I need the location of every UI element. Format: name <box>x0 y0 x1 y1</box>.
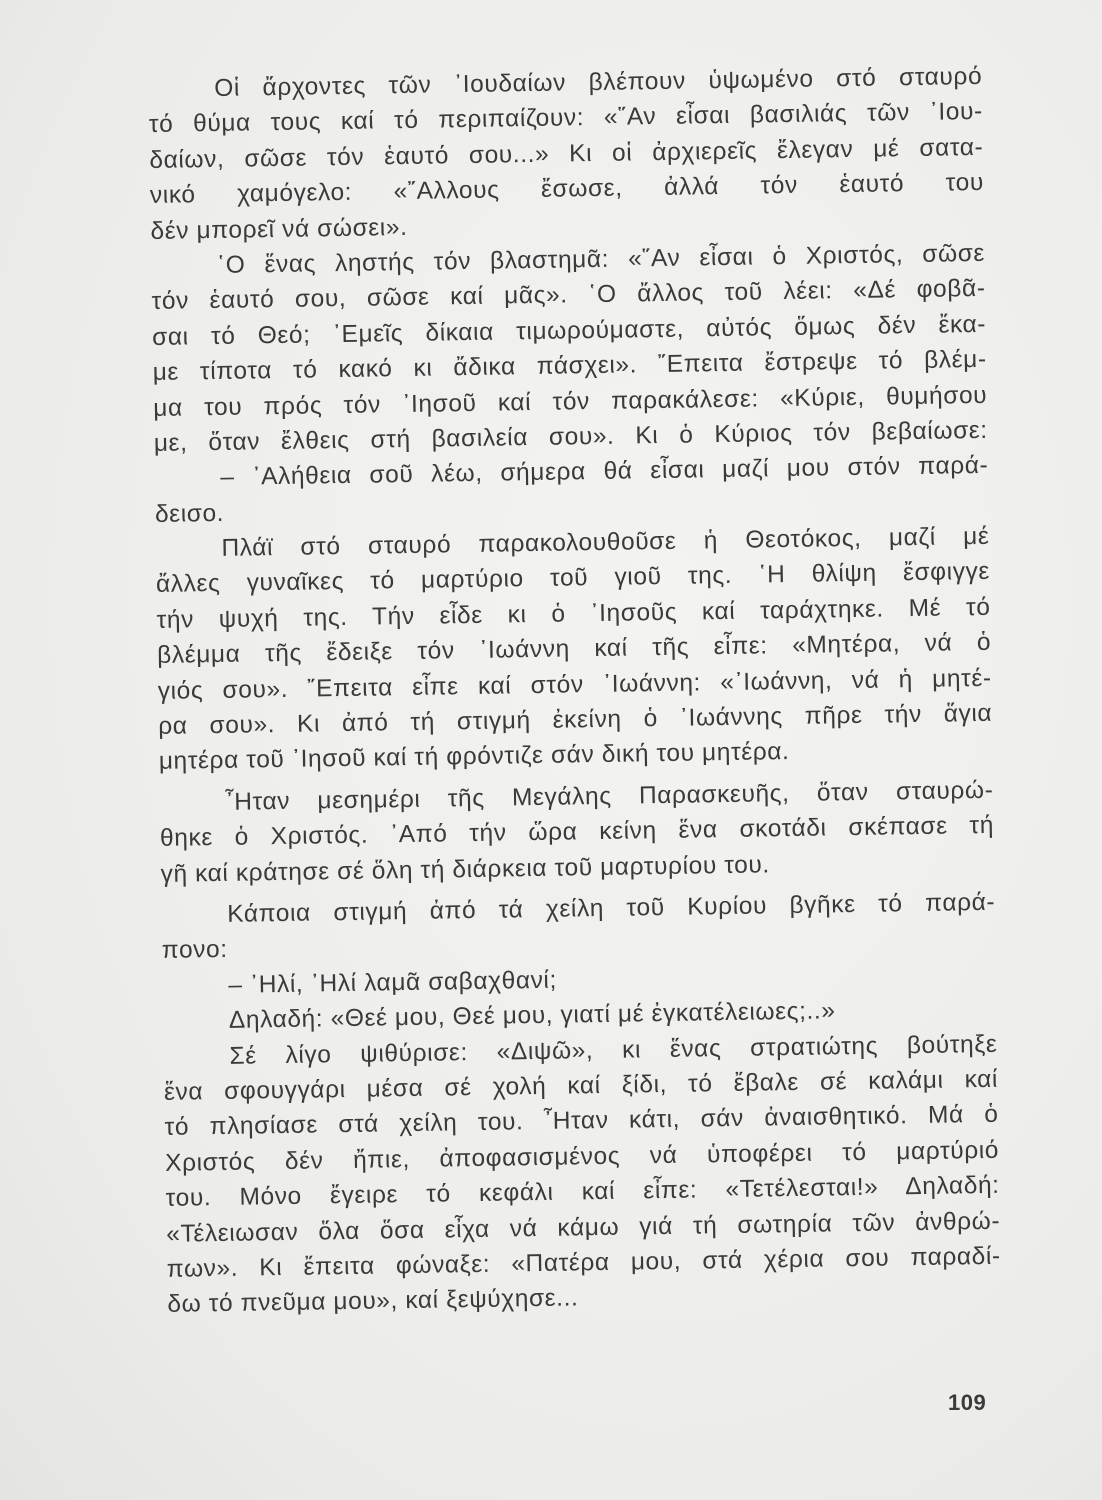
text-line: Χριστός δέν ἤπιε, ἀποφασισμένος νά ὑποφέρει τό μαρτύριό <box>164 1136 1000 1177</box>
text-line: Πλάϊ στό σταυρό παρακολουθοῦσε ἡ Θεοτόκος, μαζί μέ <box>221 522 990 562</box>
text-line: δεισο. <box>154 499 225 528</box>
text-line: Δηλαδή: «Θεέ μου, Θεέ μου, γιατί μέ ἐγκατέλειωες;..» <box>228 997 836 1035</box>
text-line: νικό χαμόγελο: «῎Αλλους ἔσωσε, ἀλλά τόν ἑαυτό του <box>149 169 985 210</box>
text-line: βλέμμα τῆς ἔδειξε τόν ᾿Ιωάννη καί τῆς εἶπε: «Μητέρα, νά ὁ <box>156 629 992 670</box>
text-line: ἕνα σφουγγάρι μέσα σέ χολή καί ξίδι, τό ἔβαλε σέ καλάμι καί <box>163 1065 999 1106</box>
text-line: γῆ καί κράτησε σέ ὅλη τή διάρκεια τοῦ μαρτυρίου του. <box>160 850 771 888</box>
text-line: Κάποια στιγμή ἀπό τά χείλη τοῦ Κυρίου βγῆκε τό παρά- <box>227 888 996 928</box>
text-line: ἄλλες γυναῖκες τό μαρτύριο τοῦ γιοῦ της. ῾Η θλίψη ἔσφιγγε <box>155 558 991 599</box>
text-line: μητέρα τοῦ ᾿Ιησοῦ καί τή φρόντιζε σάν δική του μητέρα. <box>158 738 790 776</box>
text-line: δω τό πνεῦμα μου», καί ξεψύχησε... <box>167 1284 579 1319</box>
text-line: «Τέλειωσαν ὅλα ὅσα εἶχα νά κάμω γιά τή σωτηρία τῶν ἀνθρώ- <box>166 1207 1001 1248</box>
text-line: τήν ψυχή της. Τήν εἶδε κι ὁ ᾿Ιησοῦς καί ταράχτηκε. Μέ τό <box>156 593 991 634</box>
text-line: ῏Ηταν μεσημέρι τῆς Μεγάλης Παρασκευῆς, ὅταν σταυρώ- <box>225 776 994 816</box>
text-line: – ᾿Αλήθεια σοῦ λέω, σήμερα θά εἶσαι μαζί μου στόν παρά- <box>220 452 989 492</box>
text-line: σαι τό Θεό; ᾿Εμεῖς δίκαια τιμωρούμαστε, αὐτός ὅμως δέν ἔκα- <box>151 310 987 351</box>
text-line: του. Μόνο ἔγειρε τό κεφάλι καί εἶπε: «Τετέλεσται!» Δηλαδή: <box>165 1171 1000 1212</box>
text-line: μα του πρός τόν ᾿Ιησοῦ καί τόν παρακάλεσε: «Κύριε, θυμήσου <box>153 381 988 422</box>
text-line: με, ὅταν ἔλθεις στή βασιλεία σου». Κι ὁ Κύριος τόν βεβαίωσε: <box>153 416 988 457</box>
text-line: με τίποτα τό κακό κι ἄδικα πάσχει». ῎Επειτα ἔστρεψε τό βλέμ- <box>152 345 987 387</box>
text-line: τό θύμα τους καί τό περιπαίζουν: «῞Αν εἶσαι βασιλιάς τῶν ᾿Ιου- <box>148 98 983 139</box>
text-line: δαίων, σῶσε τόν ἑαυτό σου...» Κι οἱ ἀρχιερεῖς ἔλεγαν μέ σατα- <box>149 133 984 174</box>
text-line: τό πλησίασε στά χείλη του. ῏Ηταν κάτι, σάν ἀναισθητικό. Μά ὁ <box>164 1101 999 1142</box>
body-text <box>148 59 1002 1323</box>
text-line: – ᾿Ηλί, ᾿Ηλί λαμᾶ σαβαχθανί; <box>228 966 558 999</box>
page-number: 109 <box>948 1390 987 1415</box>
text-line: ῾Ο ἕνας ληστής τόν βλαστημᾶ: «῞Αν εἶσαι ὁ Χριστός, σῶσε <box>216 239 986 279</box>
text-line: πονο: <box>161 936 228 965</box>
text-line: Οἱ ἄρχοντες τῶν ᾿Ιουδαίων βλέπουν ὑψωμένο στό σταυρό <box>214 62 983 102</box>
text-line: ρα σου». Κι ἀπό τή στιγμή ἐκείνη ὁ ᾿Ιωάννης πῆρε τήν ἅγια <box>158 699 993 740</box>
text-line: γιός σου». ῎Επειτα εἶπε καί στόν ᾿Ιωάννη: «᾿Ιωάννη, νά ἡ μητέ- <box>157 664 992 705</box>
text-line: τόν ἑαυτό σου, σῶσε καί μᾶς». ῾Ο ἄλλος τοῦ λέει: «Δέ φοβᾶ- <box>151 275 986 316</box>
text-line: θηκε ὁ Χριστός. ᾿Από τήν ὥρα κείνη ἕνα σκοτάδι σκέπασε τή <box>159 812 995 853</box>
text-line: Σέ λίγο ψιθύρισε: «Διψῶ», κι ἕνας στρατιώτης βούτηξε <box>229 1030 998 1070</box>
text-line: πων». Κι ἔπειτα φώναξε: «Πατέρα μου, στά χέρια σου παραδί- <box>166 1242 1001 1283</box>
text-line: δέν μπορεῖ νά σώσει». <box>150 213 408 245</box>
